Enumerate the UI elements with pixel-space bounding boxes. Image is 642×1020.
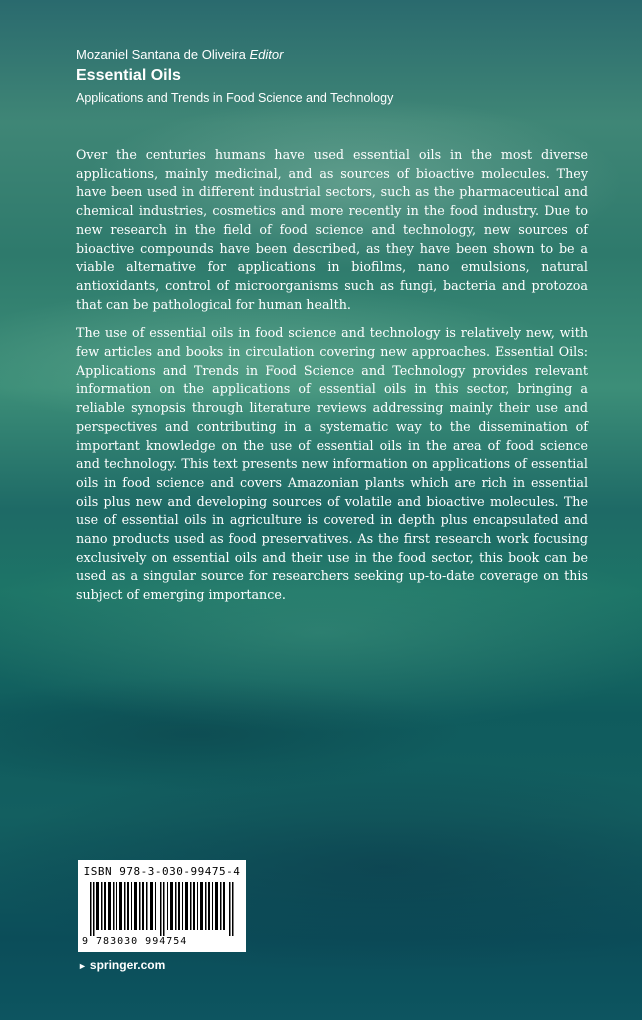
editor-role: Editor bbox=[249, 47, 284, 62]
editor-name: Mozaniel Santana de Oliveira bbox=[76, 47, 246, 62]
isbn-label: ISBN 978-3-030-99475-4 bbox=[83, 865, 241, 878]
book-subtitle: Applications and Trends in Food Science and Technology bbox=[76, 91, 394, 105]
barcode-digits: 9 783030 994754 bbox=[82, 936, 188, 947]
blurb bbox=[76, 146, 588, 615]
blurb-paragraph-2: The use of essential oils in food science and technology is relatively new, with few articles and books in circulation covering new approaches. Essential Oils: Applications and Trends in Food Science and Technology provides relevant information on the applications of essential oils in this sector, bringing a reliable synopsis through literature reviews addressing mainly their use and perspectives and contributing in a systematic way to the dissemination of important knowledge on the use of essential oils in the area of food science and technology. This text presents new information on applications of essential oils in food science and covers Amazonian plants which are rich in essential oils plus new and developing sources of volatile and bioactive molecules. The use of essential oils in agriculture is covered in depth plus encapsulated and nano products used as food preservatives. As the first research work focusing exclusively on essential oils and their use in the food sector, this book can be used as a singular source for researchers seeking up-to-date coverage on this subject of emerging importance. bbox=[76, 325, 588, 603]
book-title: Essential Oils bbox=[76, 67, 181, 84]
publisher-url: springer.com bbox=[89, 958, 166, 972]
blurb-paragraph-1: Over the centuries humans have used essential oils in the most diverse applications, mainly medicinal, and as sources of bioactive molecules. They have been used in different industrial sectors, such as the pharmaceutical and chemical industries, cosmetics and more recently in the food industry. Due to new research in the field of food science and technology, new sources of bioactive compounds have been described, as they have been shown to be a viable alternative for applications in biofilms, nano emulsions, natural antioxidants, control of microorganisms such as fungi, bacteria and protozoa that can be pathological for human health. bbox=[76, 147, 588, 312]
publisher-link[interactable] bbox=[78, 958, 165, 972]
arrow-icon: ► bbox=[78, 961, 87, 971]
barcode-bars bbox=[90, 882, 234, 936]
barcode-box bbox=[78, 860, 246, 952]
editor-line bbox=[76, 46, 393, 64]
cover-header bbox=[76, 46, 393, 107]
